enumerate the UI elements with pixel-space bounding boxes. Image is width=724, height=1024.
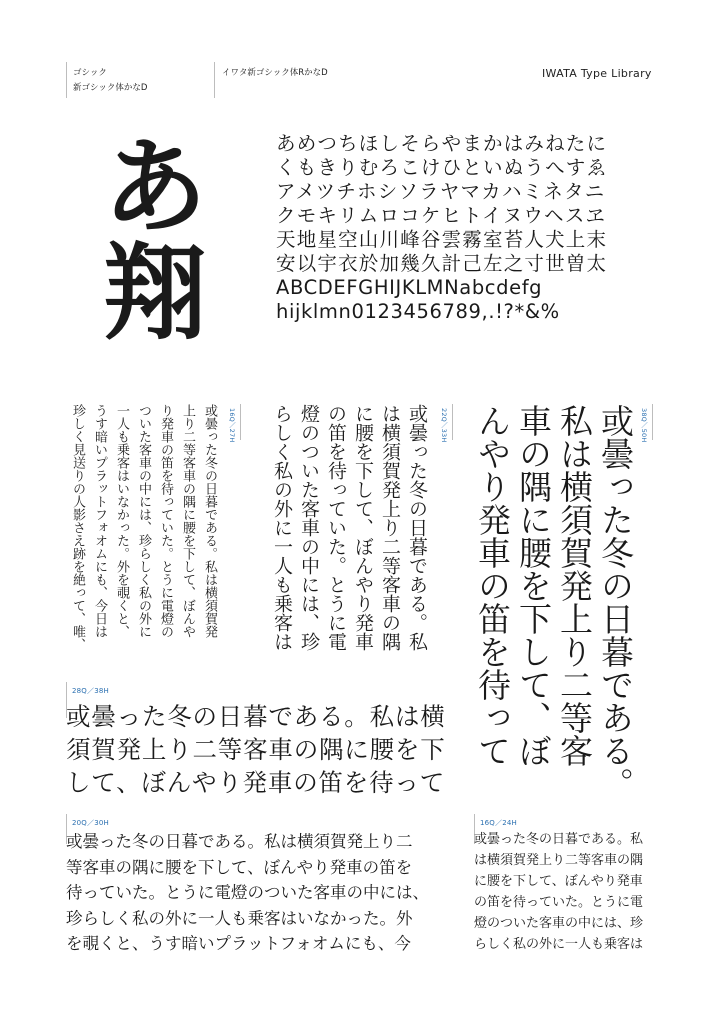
- sample-line: 或曇った冬の日暮である。私: [474, 832, 644, 847]
- sample-line: の笛を待っていた。とうに電: [474, 895, 644, 910]
- sample-line: 上り二等客車の隅に腰を下して、ぼんや: [180, 404, 195, 638]
- size-tag-38q: 38Q／50H: [640, 408, 648, 443]
- sample-line: 私は横須賀発上り二等客: [555, 404, 594, 767]
- header-category: ゴシック: [73, 68, 107, 78]
- horizontal-sample-28q: [66, 700, 446, 799]
- charset-line: ABCDEFGHIJKLMNabcdefg: [276, 276, 543, 299]
- sample-line: に腰を下して、ぼんやり発車: [474, 874, 643, 889]
- sample-line: 珍らしく私の外に一人も乗客はいなかった。外: [66, 908, 413, 928]
- sample-line: 燈のついた客車の中には、珍: [474, 916, 644, 931]
- showcase-glyph-kanji: 翔: [103, 232, 208, 354]
- size-tag-20q: 20Q／30H: [72, 819, 109, 827]
- sample-line: は横須賀発上り二等客車の隅: [379, 404, 401, 651]
- sample-line: らしく私の外に一人も乗客は: [474, 937, 644, 952]
- vertical-sample-38q: [472, 404, 636, 800]
- sample-line: 或曇った冬の日暮である。私は横: [66, 702, 446, 731]
- rule-38q: [652, 404, 653, 440]
- header-rule-middle: [214, 62, 215, 98]
- header-font-name-2: イワタ新ゴシック体RかなD: [222, 68, 328, 78]
- sample-line: に腰を下して、ぼんやり発車: [352, 404, 374, 651]
- sample-line: うす暗いプラットフォオムにも、今日は: [92, 404, 107, 638]
- sample-line: の笛を待っていた。とうに電: [325, 404, 347, 651]
- sample-line: 珍しく見送りの人影さえ跡を絶って、唯、: [70, 404, 85, 651]
- sample-line: 或曇った冬の日暮である。私は横須賀発: [202, 404, 217, 638]
- charset-line: くもきりむろこけひといぬうへすゑ: [276, 156, 608, 179]
- charset-line: hijklmn0123456789,.!?*&%: [276, 300, 560, 323]
- sample-line: 一人も乗客はいなかった。外を覗くと、: [114, 404, 129, 638]
- sample-line: んやり発車の笛を待って: [473, 404, 512, 767]
- sample-line: らしく私の外に一人も乗客は: [271, 404, 293, 651]
- sample-line: り発車の笛を待っていた。とうに電燈の: [158, 404, 173, 638]
- charset-line: 天地星空山川峰谷雲霧室苔人犬上末: [276, 228, 608, 251]
- horizontal-sample-16q: [474, 829, 643, 955]
- rule-22q: [452, 404, 453, 440]
- charset-line: アメツチホシソラヤマカハミネタニ: [276, 180, 606, 203]
- sample-line: して、ぼんやり発車の笛を待って: [66, 768, 446, 797]
- rule-16q-vertical: [240, 404, 241, 440]
- sample-line: を覗くと、うす暗いプラットフォオムにも、今: [66, 934, 411, 953]
- vertical-sample-16q: [66, 404, 220, 651]
- sample-line: 車の隅に腰を下して、ぼ: [514, 404, 553, 767]
- header-rule-left: [66, 62, 67, 98]
- charset-block: [276, 132, 656, 324]
- horizontal-sample-20q: [66, 829, 429, 957]
- sample-line: ついた客車の中には、珍らしく私の外に: [136, 404, 151, 638]
- library-name: IWATA Type Library: [542, 67, 652, 80]
- size-tag-16q-vertical: 16Q／27H: [228, 408, 236, 443]
- size-tag-28q: 28Q／38H: [72, 687, 109, 695]
- sample-line: 燈のついた客車の中には、珍: [298, 404, 320, 651]
- sample-line: は横須賀発上り二等客車の隅: [474, 853, 644, 868]
- charset-line: クモキリムロコケヒトイヌウヘスヱ: [276, 204, 607, 227]
- sample-line: 須賀発上り二等客車の隅に腰を下: [66, 735, 446, 764]
- size-tag-16q-horizontal: 16Q／24H: [480, 819, 517, 827]
- vertical-sample-22q: [268, 404, 430, 651]
- charset-line: あめつちほしそらやまかはみねたに: [276, 132, 608, 155]
- showcase-glyph-hiragana: あ: [103, 126, 208, 248]
- sample-line: 或曇った冬の日暮である。: [596, 404, 635, 800]
- header-font-name-1: 新ゴシック体かなD: [73, 83, 148, 93]
- sample-line: 或曇った冬の日暮である。私: [406, 404, 428, 651]
- sample-line: 或曇った冬の日暮である。私は横須賀発上り二: [66, 832, 413, 851]
- sample-line: 等客車の隅に腰を下して、ぼんやり発車の笛を: [66, 857, 413, 877]
- sample-line: 待っていた。とうに電燈のついた客車の中には、: [66, 883, 429, 902]
- charset-line: 安以宇衣於加幾久計己左之寸世曽太: [276, 252, 608, 275]
- size-tag-22q: 22Q／33H: [440, 408, 448, 443]
